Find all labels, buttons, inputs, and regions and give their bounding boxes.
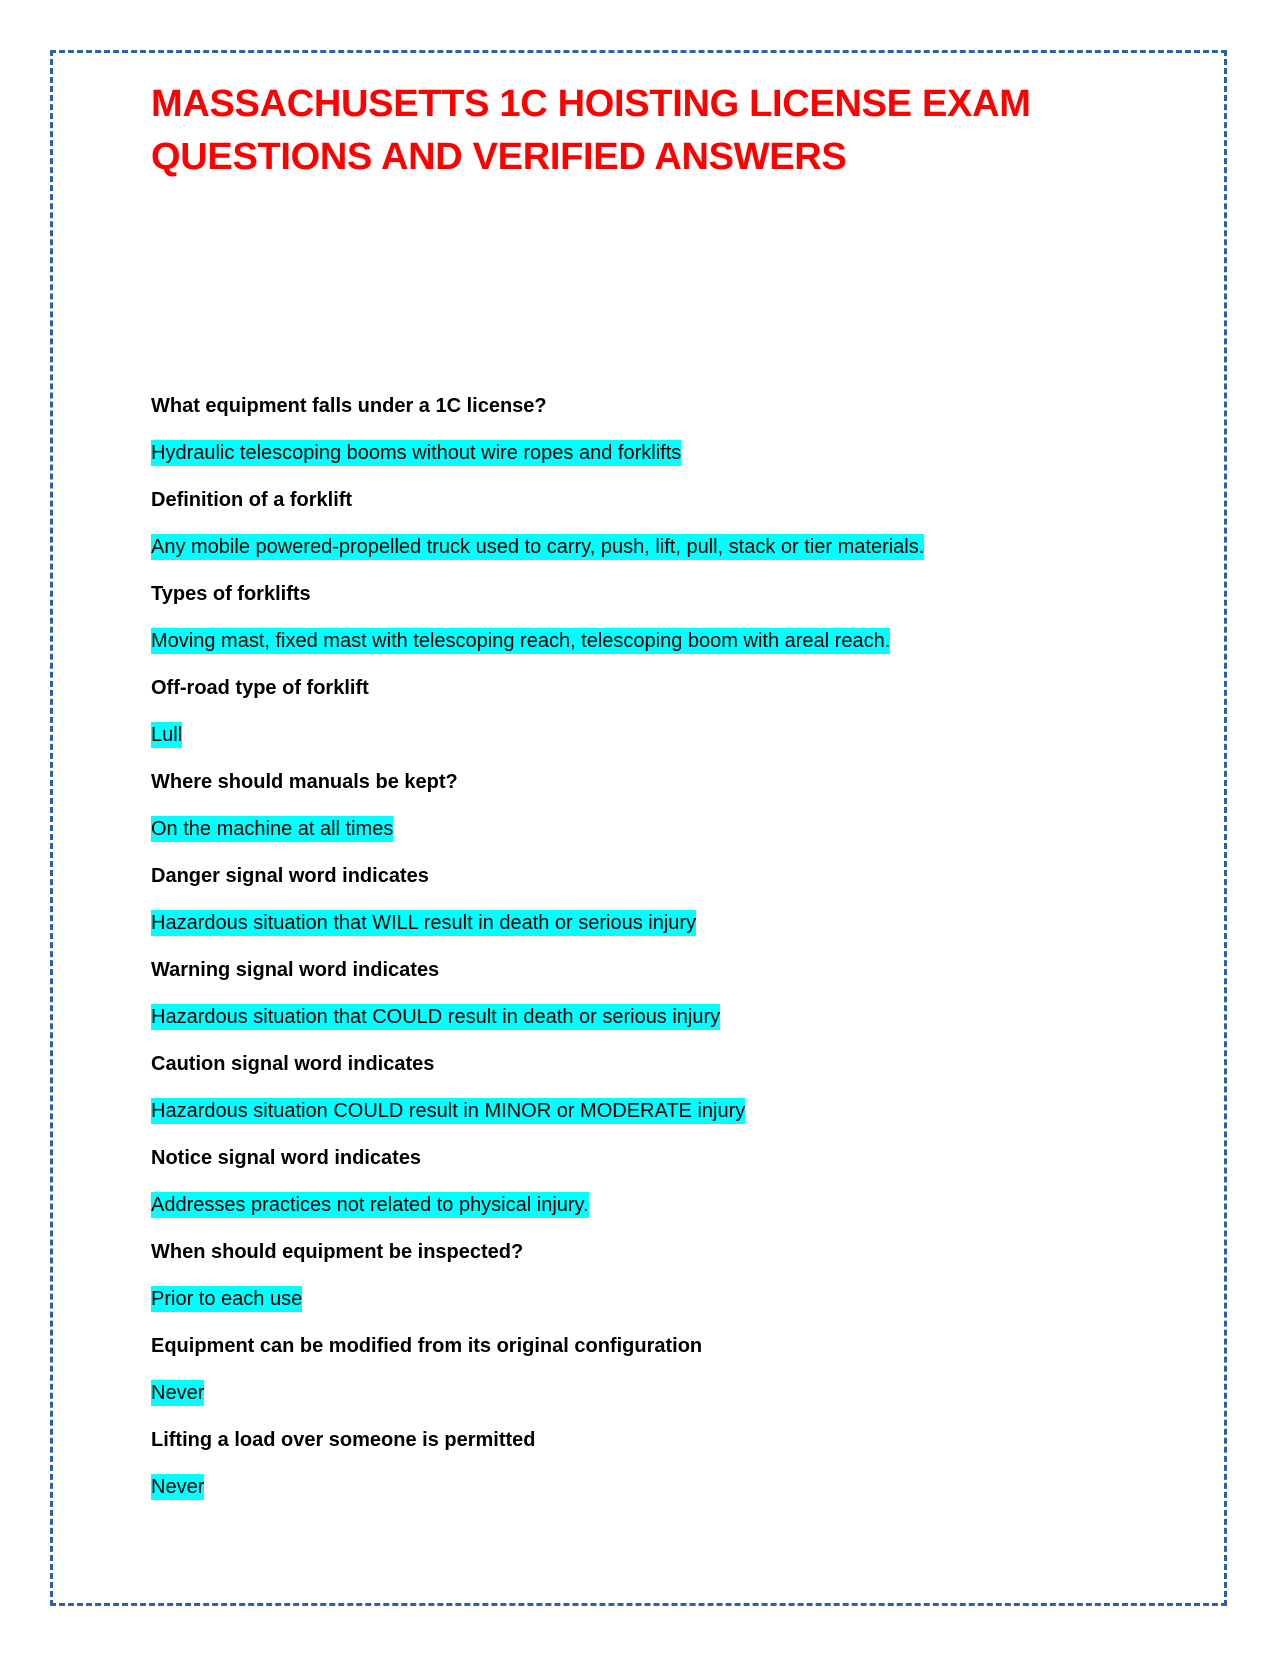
- answer: Never: [151, 1382, 205, 1404]
- title-line-2: QUESTIONS AND VERIFIED ANSWERS: [151, 136, 847, 178]
- qa-item: [151, 576, 1131, 670]
- question: Types of forklifts: [151, 583, 311, 605]
- answer: Addresses practices not related to physical injury.: [151, 1194, 589, 1216]
- document-title: [151, 78, 1111, 184]
- answer: Lull: [151, 724, 183, 746]
- question: Lifting a load over someone is permitted: [151, 1429, 536, 1451]
- question: Off-road type of forklift: [151, 677, 369, 699]
- answer: Hydraulic telescoping booms without wire ropes and forklifts: [151, 442, 682, 464]
- qa-item: [151, 670, 1131, 764]
- question: Notice signal word indicates: [151, 1147, 422, 1169]
- answer: Hazardous situation that COULD result in death or serious injury: [151, 1006, 721, 1028]
- answer: Hazardous situation COULD result in MINOR or MODERATE injury: [151, 1100, 746, 1122]
- question: Danger signal word indicates: [151, 865, 429, 887]
- answer: Any mobile powered-propelled truck used to carry, push, lift, pull, stack or tier materials.: [151, 536, 925, 558]
- answer: Never: [151, 1476, 205, 1498]
- qa-item: [151, 858, 1131, 952]
- title-line-1: MASSACHUSETTS 1C HOISTING LICENSE EXAM: [151, 83, 1031, 125]
- question: Where should manuals be kept?: [151, 771, 458, 793]
- qa-item: [151, 1422, 1131, 1516]
- answer: On the machine at all times: [151, 818, 394, 840]
- question: Definition of a forklift: [151, 489, 353, 511]
- answer: Hazardous situation that WILL result in death or serious injury: [151, 912, 697, 934]
- answer: Prior to each use: [151, 1288, 303, 1310]
- question: What equipment falls under a 1C license?: [151, 395, 547, 417]
- qa-item: [151, 482, 1131, 576]
- qa-item: [151, 1140, 1131, 1234]
- question: Warning signal word indicates: [151, 959, 440, 981]
- qa-item: [151, 1234, 1131, 1328]
- qa-item: [151, 1046, 1131, 1140]
- qa-list: [151, 388, 1131, 1516]
- qa-item: [151, 1328, 1131, 1422]
- qa-item: [151, 764, 1131, 858]
- qa-item: [151, 952, 1131, 1046]
- question: When should equipment be inspected?: [151, 1241, 524, 1263]
- question: Equipment can be modified from its original configuration: [151, 1335, 703, 1357]
- answer: Moving mast, fixed mast with telescoping reach, telescoping boom with areal reach.: [151, 630, 891, 652]
- question: Caution signal word indicates: [151, 1053, 435, 1075]
- qa-item: [151, 388, 1131, 482]
